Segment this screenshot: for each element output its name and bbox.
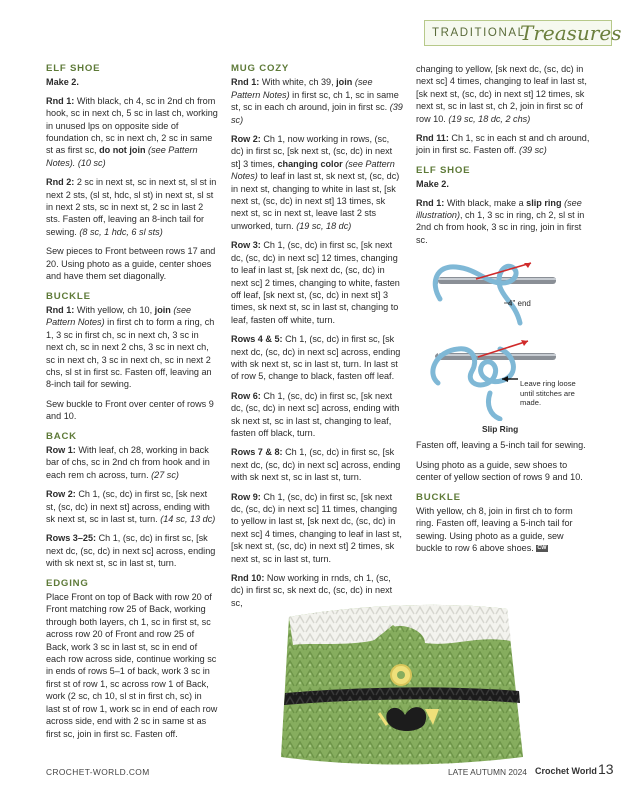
mug-cozy-rows45: Rows 4 & 5: Ch 1, (sc, dc) in first sc, [sk next dc, (sc, dc) in next sc] across, ending with sk next st, sc in last st, turn. In last st of row 5, change to black, fasten off leaf. bbox=[231, 334, 401, 382]
buckle-rnd1: Rnd 1: With yellow, ch 10, join (see Pattern Notes) in first ch to form a ring, ch 1, 3 sc in first ch, sc in next ch, 3 sc in next ch, sc in next 2 chs, 3 sc in next ch, sc in next ch, 3 sc in next ch, sc in next 2 chs, sl st in first sc. Fasten off, leaving an 8-inch tail for sewing. bbox=[46, 304, 215, 390]
mug-cozy-rows78: Rows 7 & 8: Ch 1, (sc, dc) in first sc, [sk next dc, (sc, dc) in next sc] across, ending with sk next st, sc in last st, turn. bbox=[231, 447, 401, 483]
footer-website: CROCHET-WORLD.COM bbox=[46, 767, 150, 777]
edging-text: Place Front on top of Back with row 20 of Front matching row 25 of Back, working through both layers, ch 1, sc in first st, sc across row 20 of Front and row 25 of Back, work 3 sc in last st, sc in end of each row across side, continue working sc in ends of rows 5–1 of back, work 3 sc in first st of row 1, sc across row 1 of Back, work (2 sc, ch 10, sl st in first ch, sc) in last st of row 1, work sc in end of each row across side, end with 2 sc in same st as first sc, join in first sc. Fasten off. bbox=[46, 592, 218, 739]
elf-shoe-rnd2: Rnd 2: 2 sc in next st, sc in next st, sl st in next 2 sts, (sl st, hdc, sl st) in next st, sl st in next 2 sts, sc in next st, 2 sc in last 2 sts. Fasten off, leaving an 8-inch tail for sewing. (8 sc, 1 hdc, 6 sl sts) bbox=[46, 177, 217, 237]
elf-shoe-make-2: Make 2. bbox=[416, 179, 449, 190]
elf-shoe-heading: ELF SHOE bbox=[46, 63, 101, 74]
footer-brand: Crochet World bbox=[535, 766, 597, 776]
elf-shoe-make: Make 2. bbox=[46, 77, 79, 88]
diagram-end-label: 4" end bbox=[508, 299, 531, 309]
elf-shoe-2-rnd1: Rnd 1: With black, make a slip ring (see illustration), ch 1, 3 sc in ring, ch 2, sl st in 2nd ch from hook, 3 sc in ring, join in first sc. bbox=[416, 197, 585, 245]
elf-shoe-rnd1: Rnd 1: With black, ch 4, sc in 2nd ch from hook, sc in next ch, 5 sc in last ch, working in unused lps on opposite side of foundation ch, sc in next ch, 2 sc in same st as first sc, do not join (see Pattern Notes). (10 sc) bbox=[46, 95, 218, 168]
mug-cozy-row3: Row 3: Ch 1, (sc, dc) in first sc, [sk next dc, (sc, dc) in next sc] 12 times, changing to leaf in last st, [sk next dc, (sc, dc) in next sc] 2 times, changing to white, fasten off leaf, [sk next st, (sc, dc) in next st] 3 times, sk next st, sc in last st, changing to leaf, fasten off white, turn. bbox=[231, 240, 400, 325]
header-traditional: TRADITIONAL bbox=[432, 27, 526, 39]
mug-cozy-photo bbox=[275, 597, 525, 770]
column-2 bbox=[231, 63, 403, 616]
column-3 bbox=[416, 63, 591, 562]
slip-ring-diagram bbox=[416, 253, 591, 433]
back-row1: Row 1: With leaf, ch 28, working in back bar of chs, sc in 2nd ch from hook and in each rem ch across, turn. (27 sc) bbox=[46, 444, 210, 480]
mug-cozy-row9: Row 9: Ch 1, (sc, dc) in first sc, [sk next dc, (sc, dc) in next sc] 11 times, changing to yellow in last st, [sk next dc, (sc, dc) in next sc] 4 times, changing to leaf in last st, [sk next st, (sc, dc) in next st] 2 times, sk next st, sc in last st, turn. bbox=[231, 491, 402, 564]
mug-cozy-row2: Row 2: Ch 1, now working in rows, (sc, dc) in first sc, [sk next st, (sc, dc) in next st] 3 times, changing color (see Pattern Notes) to leaf in last st, sk next st, (sc, dc) in next st, changing to white in last st, [sk next st, (sc, dc) in next st] 13 times, sk next st, sc in next st, leave last 2 sts unworked, turn. (19 sc, 18 dc) bbox=[231, 134, 400, 231]
mug-cozy-rnd1: Rnd 1: With white, ch 39, join (see Pattern Notes) in first sc, ch 1, sc in same st, sc in each ch around, join in first sc. (39 sc) bbox=[231, 77, 403, 125]
mug-cozy-rnd11: Rnd 11: Ch 1, sc in each st and ch around, join in first sc. Fasten off. (39 sc) bbox=[416, 133, 590, 156]
buckle-heading: BUCKLE bbox=[46, 290, 91, 302]
elf-shoe-sew: Sew pieces to Front between rows 17 and 20. Using photo as a guide, center shoes and have them set diagonally. bbox=[46, 246, 216, 282]
elf-shoe-sew-2: Using photo as a guide, sew shoes to center of yellow section of rows 9 and 10. bbox=[416, 459, 583, 483]
diagram-title: Slip Ring bbox=[482, 424, 519, 435]
elf-shoe-fasten: Fasten off, leaving a 5-inch tail for sewing. bbox=[416, 440, 586, 451]
buckle-2-text: With yellow, ch 8, join in first ch to form ring. Fasten off, leaving a 5-inch tail for sewing. Using photo as a guide, sew buckle to row 6 above shoes. CW bbox=[416, 505, 573, 554]
footer-issue: LATE AUTUMN 2024 bbox=[448, 767, 527, 777]
back-heading: BACK bbox=[46, 430, 77, 442]
page-number: 13 bbox=[598, 761, 614, 777]
cw-end-mark: CW bbox=[537, 545, 547, 552]
buckle-sew: Sew buckle to Front over center of rows 9 and 10. bbox=[46, 398, 214, 422]
mug-cozy-row6: Row 6: Ch 1, (sc, dc) in first sc, [sk next dc, (sc, dc) in next sc] across, ending with sk next st, sc in last st, changing to leaf, fasten off black, turn. bbox=[231, 390, 400, 438]
back-row2: Row 2: Ch 1, (sc, dc) in first sc, [sk next st, (sc, dc) in next st] across, ending with sk next st, sc in last st, turn. (14 sc, 13 dc) bbox=[46, 489, 216, 524]
mug-cozy-heading: MUG COZY bbox=[231, 63, 290, 74]
column-1 bbox=[46, 63, 218, 747]
edging-heading: EDGING bbox=[46, 577, 89, 589]
mug-cozy-rnd10: Rnd 10: Now working in rnds, ch 1, (sc, dc) in first sc, sk next dc, (sc, dc) in next sc, bbox=[231, 573, 393, 608]
crochet-hook-icon bbox=[435, 353, 556, 360]
back-rows3: Rows 3–25: Ch 1, (sc, dc) in first sc, [sk next dc, (sc, dc) in next sc] across, ending with sk next st, sc in last st, turn. bbox=[46, 533, 216, 569]
elf-shoe-heading-2: ELF SHOE bbox=[416, 164, 471, 176]
rnd10-continued: changing to yellow, [sk next dc, (sc, dc) in next sc] 4 times, changing to leaf in last st, [sk next st, (sc, dc) in next st] 12 times, sk next st, sc in last st, ch 2, join in first sc of row 10. (19 sc, 18 dc, 2 chs) bbox=[416, 64, 587, 124]
header-treasures: Treasures bbox=[520, 21, 622, 45]
buckle-heading-2: BUCKLE bbox=[416, 491, 461, 503]
diagram-leave-label: Leave ring loose until stitches are made. bbox=[520, 379, 576, 408]
